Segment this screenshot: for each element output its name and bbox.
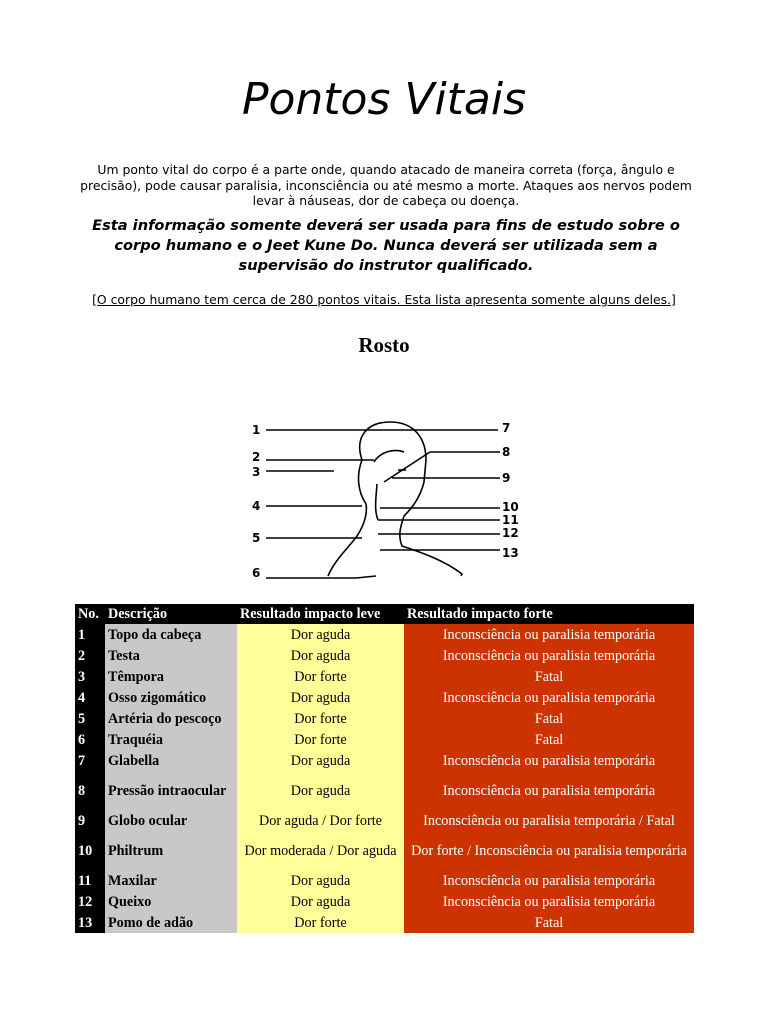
diagram-label-9: 9	[502, 471, 511, 485]
row-impacto-leve: Dor forte	[237, 729, 404, 750]
row-impacto-forte: Inconsciência ou paralisia temporária / Fatal	[404, 810, 694, 831]
row-description: Pressão intraocular	[105, 771, 237, 810]
diagram-label-11: 11	[502, 513, 519, 527]
table-row	[75, 831, 694, 870]
row-impacto-leve: Dor moderada / Dor aguda	[237, 831, 404, 870]
row-description: Queixo	[105, 891, 237, 912]
header-descricao: Descrição	[105, 604, 237, 624]
table-row	[75, 666, 694, 687]
row-impacto-forte: Fatal	[404, 912, 694, 933]
row-number: 1	[75, 624, 105, 645]
row-description: Maxilar	[105, 870, 237, 891]
row-impacto-forte: Inconsciência ou paralisia temporária	[404, 870, 694, 891]
row-description: Globo ocular	[105, 810, 237, 831]
row-impacto-leve: Dor aguda	[237, 771, 404, 810]
row-description: Pomo de adão	[105, 912, 237, 933]
row-description: Osso zigomático	[105, 687, 237, 708]
row-impacto-forte: Inconsciência ou paralisia temporária	[404, 687, 694, 708]
table-row	[75, 750, 694, 771]
row-description: Glabella	[105, 750, 237, 771]
table-row	[75, 870, 694, 891]
row-description: Topo da cabeça	[105, 624, 237, 645]
table-row	[75, 645, 694, 666]
row-description: Têmpora	[105, 666, 237, 687]
diagram-label-3: 3	[252, 465, 261, 479]
row-impacto-leve: Dor forte	[237, 912, 404, 933]
vital-points-table	[75, 604, 694, 933]
diagram-label-7: 7	[502, 421, 511, 435]
diagram-label-6: 6	[252, 566, 261, 580]
header-impacto-leve: Resultado impacto leve	[237, 604, 404, 624]
neck-back	[328, 460, 366, 576]
warning-paragraph: Esta informação somente deverá ser usada para fins de estudo sobre o corpo humano e o Jeet Kune Do. Nunca deverá ser utilizada sem a supervisão do instrutor qualificado.	[92, 217, 680, 274]
row-description: Philtrum	[105, 831, 237, 870]
table-row	[75, 624, 694, 645]
row-impacto-leve: Dor aguda	[237, 687, 404, 708]
row-impacto-leve: Dor aguda	[237, 750, 404, 771]
section-heading: Rosto	[358, 333, 410, 357]
table-row	[75, 708, 694, 729]
row-impacto-leve: Dor aguda	[237, 624, 404, 645]
row-number: 6	[75, 729, 105, 750]
row-impacto-forte: Dor forte / Inconsciência ou paralisia temporária	[404, 831, 694, 870]
head-diagram	[244, 412, 524, 584]
row-number: 5	[75, 708, 105, 729]
note-line	[60, 292, 708, 307]
row-impacto-leve: Dor aguda	[237, 870, 404, 891]
diagram-label-8: 8	[502, 445, 511, 459]
row-number: 4	[75, 687, 105, 708]
row-impacto-leve: Dor aguda / Dor forte	[237, 810, 404, 831]
row-impacto-forte: Inconsciência ou paralisia temporária	[404, 771, 694, 810]
table-row	[75, 771, 694, 810]
table-row	[75, 687, 694, 708]
table-row	[75, 810, 694, 831]
row-number: 12	[75, 891, 105, 912]
diagram-label-13: 13	[502, 546, 519, 560]
diagram-label-5: 5	[252, 531, 261, 545]
row-impacto-leve: Dor aguda	[237, 645, 404, 666]
table-header-row	[75, 604, 694, 624]
page-title: Pontos Vitais	[241, 74, 527, 125]
diagram-label-12: 12	[502, 526, 519, 540]
row-impacto-forte: Inconsciência ou paralisia temporária	[404, 645, 694, 666]
row-impacto-leve: Dor aguda	[237, 891, 404, 912]
header-impacto-forte: Resultado impacto forte	[404, 604, 694, 624]
row-impacto-forte: Inconsciência ou paralisia temporária	[404, 624, 694, 645]
intro-paragraph: Um ponto vital do corpo é a parte onde, quando atacado de maneira correta (força, ângulo e precisão), pode causar paralisia, inconsciência ou até mesmo a morte. Ataques aos nervos podem levar à náuseas, dor de cabeça ou doença.	[80, 162, 692, 208]
note-text: [O corpo humano tem cerca de 280 pontos vitais. Esta lista apresenta somente alguns deles.]	[92, 292, 676, 307]
row-impacto-leve: Dor forte	[237, 708, 404, 729]
row-number: 9	[75, 810, 105, 831]
row-impacto-forte: Fatal	[404, 666, 694, 687]
face-detail	[374, 450, 404, 462]
row-number: 11	[75, 870, 105, 891]
row-number: 2	[75, 645, 105, 666]
row-impacto-forte: Fatal	[404, 729, 694, 750]
row-impacto-leve: Dor forte	[237, 666, 404, 687]
table-row	[75, 891, 694, 912]
diagram-label-10: 10	[502, 500, 519, 514]
row-number: 13	[75, 912, 105, 933]
row-number: 10	[75, 831, 105, 870]
row-description: Traquéia	[105, 729, 237, 750]
diagram-label-2: 2	[252, 450, 261, 464]
table-row	[75, 729, 694, 750]
row-impacto-forte: Inconsciência ou paralisia temporária	[404, 750, 694, 771]
row-description: Artéria do pescoço	[105, 708, 237, 729]
diagram-label-1: 1	[252, 423, 261, 437]
row-impacto-forte: Fatal	[404, 708, 694, 729]
header-no: No.	[75, 604, 105, 624]
table-row	[75, 912, 694, 933]
diagram-label-4: 4	[252, 499, 261, 513]
row-description: Testa	[105, 645, 237, 666]
row-impacto-forte: Inconsciência ou paralisia temporária	[404, 891, 694, 912]
row-number: 8	[75, 771, 105, 810]
row-number: 3	[75, 666, 105, 687]
row-number: 7	[75, 750, 105, 771]
